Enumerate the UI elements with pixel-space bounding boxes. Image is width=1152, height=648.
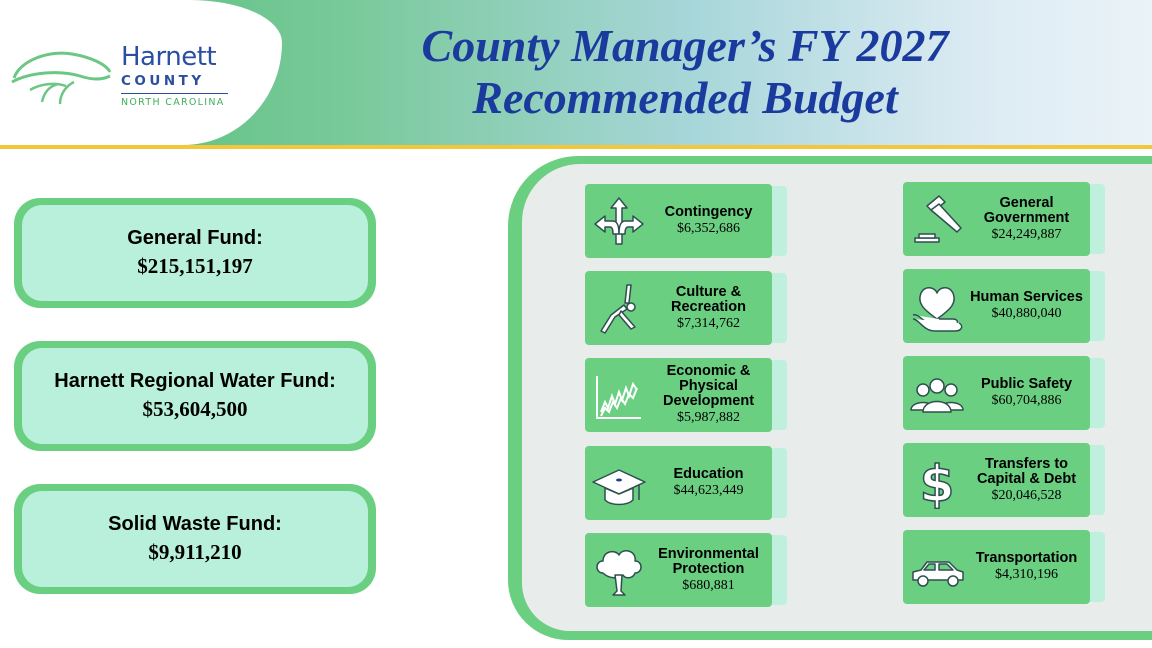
directions-arrows-icon	[591, 194, 647, 250]
graduation-cap-icon	[591, 456, 647, 512]
fund-label: Solid Waste Fund:	[108, 513, 282, 535]
county-logo-icon	[10, 46, 114, 108]
category-amount: $44,623,449	[673, 483, 744, 498]
logo-county: COUNTY	[121, 73, 205, 89]
category-tile-human-services	[903, 269, 1105, 343]
fund-amount: $215,151,197	[137, 254, 253, 278]
category-tile-environmental-protection	[585, 533, 787, 607]
category-label: Human Services	[970, 289, 1083, 305]
title-line-2: Recommended Budget	[472, 72, 898, 123]
category-label: Education	[673, 466, 744, 482]
category-label: Environmental Protection	[658, 545, 759, 577]
category-tile-contingency	[585, 184, 787, 258]
header-divider	[0, 145, 1152, 149]
category-amount: $680,881	[682, 577, 735, 593]
dollar-sign-icon	[909, 453, 965, 509]
category-tile-transportation	[903, 530, 1105, 604]
fund-amount: $9,911,210	[148, 540, 242, 564]
category-label: Transportation	[975, 550, 1078, 566]
category-tile-economic-development	[585, 358, 787, 432]
category-label: Culture & Recreation	[671, 283, 746, 315]
category-tile-culture-recreation	[585, 271, 787, 345]
fund-label: Harnett Regional Water Fund:	[54, 370, 336, 392]
svg-text:$: $	[919, 455, 955, 509]
category-label: Contingency	[664, 204, 753, 220]
fund-label: General Fund:	[127, 227, 263, 249]
category-amount: $24,249,887	[991, 226, 1062, 242]
category-amount: $60,704,886	[991, 393, 1062, 408]
tree-icon	[591, 543, 647, 599]
title-line-1: County Manager’s FY 2027	[421, 20, 949, 71]
car-icon	[909, 540, 965, 596]
people-group-icon	[909, 366, 965, 422]
category-amount: $4,310,196	[995, 567, 1058, 582]
category-amount: $40,880,040	[991, 306, 1062, 321]
fund-card-general	[14, 198, 376, 308]
line-graph-icon	[591, 368, 647, 424]
category-amount: $7,314,762	[677, 315, 740, 331]
fund-amount: $53,604,500	[142, 397, 248, 421]
category-label: Public Safety	[980, 376, 1073, 392]
category-tile-education	[585, 446, 787, 520]
category-amount: $5,987,882	[677, 410, 740, 425]
category-tile-public-safety	[903, 356, 1105, 430]
logo	[0, 0, 282, 145]
page-title	[290, 20, 1080, 124]
category-amount: $20,046,528	[991, 487, 1062, 503]
category-amount: $6,352,686	[677, 221, 740, 236]
category-label: Economic & Physical Development	[662, 363, 755, 409]
logo-divider	[121, 93, 228, 94]
category-label: Transfers to Capital & Debt	[976, 455, 1077, 487]
logo-name: Harnett	[121, 42, 217, 72]
category-tile-general-government	[903, 182, 1105, 256]
logo-state: NORTH CAROLINA	[121, 97, 225, 108]
fund-card-solid-waste	[14, 484, 376, 594]
fund-card-water	[14, 341, 376, 451]
heart-hand-icon	[909, 279, 965, 335]
gavel-icon	[909, 192, 965, 248]
category-label: General Government	[983, 194, 1070, 226]
category-tile-transfers-capital-debt	[903, 443, 1105, 517]
yoga-pose-icon	[591, 281, 647, 337]
header-banner	[0, 0, 1152, 145]
